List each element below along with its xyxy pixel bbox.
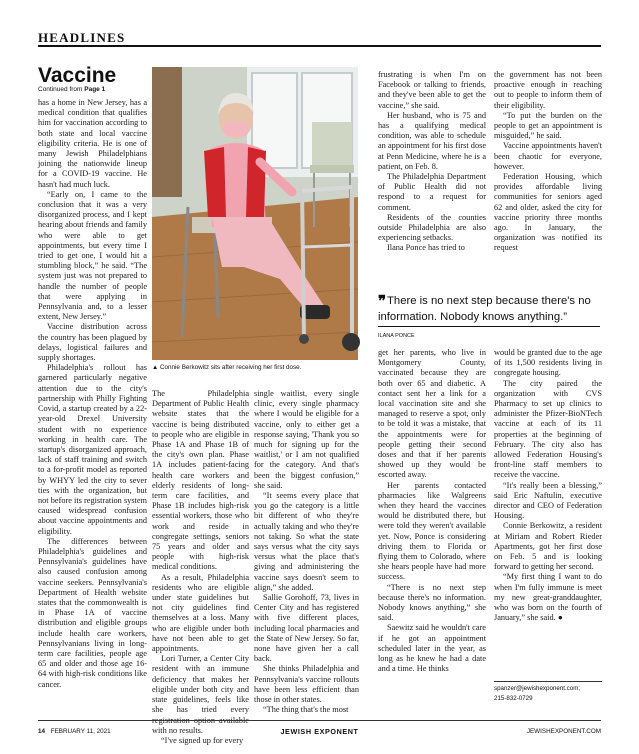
paragraph: single waitlist, every single clinic, every single pharmacy where I would be eligible for a vaccine, only to either get a response saying, 'Thank you so much for signing up for the waitlist,' or I am not qualified for the category. And that's been the biggest confusion,” she said. (254, 389, 359, 490)
article-headline: Vaccine (38, 64, 117, 87)
paragraph: Sallie Gorohoff, 73, lives in Center City and has registered with five different places, including local pharmacies and the State of New Jersey. So far, none have given her a call back. (254, 593, 359, 664)
paragraph: Ilana Ponce has tried to (387, 243, 465, 253)
continued-prefix: Continued from (38, 86, 83, 93)
paragraph: the government has not been proactive enough in reaching out to people to inform them of their eligibility. (494, 70, 602, 110)
contact-email-link[interactable]: spanzer@jewishexponent.com; (494, 685, 581, 692)
paragraph: Saewitz said he wouldn't care if he got an appointment scheduled later in the year, as long as he knew he had a date and a time. He thinks (378, 623, 486, 674)
paragraph: She thinks Philadelphia and Pennsylvania's vaccine rollouts have been less efficient than those in other states. (254, 664, 359, 705)
pull-quote-rule (378, 326, 600, 327)
end-mark-icon: ● (557, 613, 563, 623)
photo-caption-text: Connie Berkowitz sits after receiving her first dose. (159, 364, 302, 371)
photo-caption (152, 364, 358, 371)
paragraph: The differences between Philadelphia's guidelines and Pennsylvania's guidelines have also caused confusion among vaccine seekers. Pennsylvania's Department of Health website states that the commonwealth is in Phase 1A of vaccine distribution and eligible groups include health care workers, Pennsylvanians living in long-term care facilities, people age 65 and older and those age 16-64 with high-risk conditions like cancer. (38, 536, 147, 689)
column-1 (38, 98, 147, 718)
quote-mark-icon: ❞ (378, 293, 385, 310)
column-4-top (378, 70, 486, 290)
column-3 (254, 389, 359, 719)
paragraph: Federation Housing, which provides affordable living communities for seniors aged 62 and older, asked the city for vaccine priority three months ago. In January, the organization was notified its request (494, 172, 602, 253)
column-5-bottom (494, 348, 602, 678)
paragraph: Lori Turner, a Center City resident with an immune deficiency that makes her eligible under both city and state guidelines, feels like she has tried every registration option available with no results. (152, 654, 249, 735)
continued-line (38, 86, 105, 93)
section-header: HEADLINES (38, 30, 126, 45)
paragraph: frustrating is when I'm on Facebook or talking to friends, and they've been able to get the vaccine,” she said. (378, 70, 486, 110)
triangle-up-icon: ▲ (152, 364, 159, 371)
paragraph: As a result, Philadelphia residents who are eligible under state guidelines but not city guidelines find themselves at a loss. Many who are eligible under both have not been able to get appointments. (152, 572, 249, 654)
paragraph: The Philadelphia Department of Public Health did not respond to a request for comment. (378, 172, 486, 212)
author-contact (494, 684, 604, 704)
paragraph: The Philadelphia Department of Public Health website states that the vaccine is being distributed to people who are eligible in Phase 1A and Phase 1B of the city's own plan. Phase 1A includes patient-facing health care workers and elderly residents of long-term care facilities, and Phase 1B includes high-risk essential workers, those who work and reside in congregate settings, seniors 75 years and older and people with high-risk medical conditions. (152, 389, 249, 572)
paragraph: Connie Berkowitz, a resident at Miriam and Robert Rieder Apartments, got her first dose on Feb. 5 and is looking forward to getting her second. (494, 521, 602, 572)
paragraph: Vaccine distribution across the country has been plagued by delays, logistical failures and supply shortages. (38, 322, 147, 363)
paragraph: get her parents, who live in Montgomery County, vaccinated because they are both over 65 and diabetic. A contact sent her a link for a local vaccination site and she managed to reserve a spot, only to be told it was a mistake, that the appointments were for people getting their second doses and that if her parents showed up they would be escorted away. (378, 348, 486, 480)
continued-page-link[interactable]: Page 1 (84, 86, 106, 93)
paragraph: Her husband, who is 75 and has a qualifying medical condition, was able to schedule an appointment for his first dose at Penn Medicine, where he is a patient, on Feb. 8. (378, 110, 486, 171)
paragraph-text: “My first thing I want to do when I'm fully immune is meet my new great-granddaughter, who was born on the fourth of January,” she said. (494, 572, 602, 623)
paragraph: has a home in New Jersey, has a medical condition that qualifies him for vaccination according to both state and local vaccine eligibility criteria. He is one of many Jewish Philadelphians joining the nationwide lineup for a COVID-19 vaccine. He hasn't had much luck. (38, 98, 147, 189)
contact-phone: 215-832-0729 (494, 695, 533, 702)
paragraph: “The thing that's the most (263, 705, 349, 715)
column-2 (152, 389, 249, 745)
paragraph: “It's really been a blessing,” said Eric Naftulin, executive director and CEO of Federation Housing. (494, 480, 602, 521)
page-number: 14 (38, 728, 46, 735)
paragraph: Vaccine appointments haven't been chaotic for everyone, however. (494, 141, 602, 171)
paragraph: Her parents contacted pharmacies like Walgreens when they heard the vaccines would be distributed there, but were told they weren't available yet. Now, Ponce is considering driving them to Florida or flying them to Colorado, where she hears people have had more success. (378, 480, 486, 582)
paragraph: “To put the burden on the people to get an appointment is misguided,” he said. (494, 110, 602, 141)
paragraph: The city paired the organization with CVS Pharmacy to set up clinics to administer the Pfizer-BioNTech vaccine at each of its 11 properties at the beginning of February. The city also has allowed Federation Housing's front-line staff members to receive the vaccine. (494, 378, 602, 480)
pull-quote-text: There is no next step because there's no information. Nobody knows anything.” (378, 295, 591, 323)
article-photo (152, 67, 358, 360)
header-rule (38, 45, 601, 47)
paragraph: “Early on, I came to the conclusion that it was a very disorganized process, and I kept hearing about friends and family who were able to get appointments, but every time I tried to get one, I would hit a stumbling block,” he said. “The system just was not prepared to handle the number of people that were applying in Pennsylvania and, to a lesser extent, New Jersey.” (38, 189, 147, 322)
paragraph: would be granted due to the age of its 1,500 residents living in congregate housing. (494, 348, 602, 378)
paragraph: Philadelphia's rollout has garnered particularly negative attention due to the city's partnership with Philly Fighting Covid, a startup created by a 22-year-old Drexel University student with no experience working in health care. The startup's disorganized approach, lack of staff training and switch to a for-profit model as reported by WHYY led the city to sever ties with the organization, but not before its registration system caused widespread confusion about vaccine appointments and eligibility. (38, 363, 147, 536)
paragraph (494, 572, 602, 623)
contact-rule (494, 681, 602, 682)
publication-name: JEWISH EXPONENT (280, 727, 359, 736)
paragraph: “I've signed up for every (161, 735, 244, 745)
paragraph: Residents of the counties outside Philadelphia are also experiencing setbacks. (378, 212, 486, 243)
pull-quote-attribution: ILANA PONCE (378, 333, 415, 339)
footer-rule (38, 720, 601, 721)
column-5-top (494, 70, 602, 290)
website-link[interactable]: JEWISHEXPONENT.COM (526, 728, 601, 735)
issue-date: FEBRUARY 11, 2021 (50, 728, 111, 735)
paragraph: “It seems every place that you go the category is a little bit different of who they're actually taking and who they're not taking. So what the state says versus what the city says versus what the place that's giving and administering the vaccine says doesn't seem to align,” she added. (254, 491, 359, 592)
paragraph: “There is no next step because there's no information. Nobody knows anything,” she said. (378, 582, 486, 623)
photo-illustration (152, 67, 358, 360)
pull-quote (378, 294, 600, 324)
column-4-bottom (378, 348, 486, 718)
